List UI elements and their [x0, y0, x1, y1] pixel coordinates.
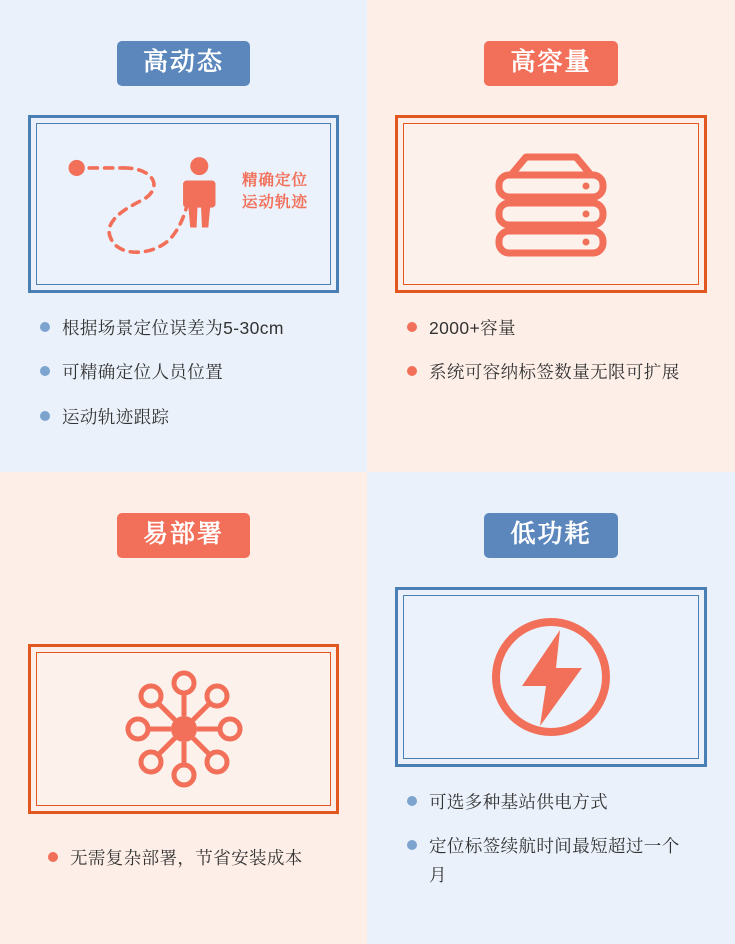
list-item: [40, 358, 337, 386]
illustration-frame-low-power: [395, 587, 707, 767]
list-item: [40, 403, 337, 431]
bullet-text: 系统可容纳标签数量无限可扩展: [429, 362, 680, 383]
title-wrap: [381, 513, 721, 558]
bullet-list-easy-deployment: [48, 844, 337, 888]
bullet-dot-icon: [40, 366, 50, 376]
bullet-list-low-power: [407, 788, 705, 905]
list-item: [48, 844, 337, 872]
bullet-text: 可选多种基站供电方式: [429, 792, 608, 812]
bullet-dot-icon: [407, 366, 417, 376]
list-item: [40, 314, 337, 342]
card-title-low-power: 低功耗: [484, 513, 617, 558]
bullet-text: 无需复杂部署，节省安装成本: [70, 848, 303, 868]
bullet-dot-icon: [40, 411, 50, 421]
feature-card-high-dynamic: [0, 0, 367, 472]
server-stack-icon: [466, 139, 636, 269]
title-wrap: [14, 41, 353, 86]
lightning-bolt-icon: [476, 602, 626, 752]
node-network-icon: [109, 654, 259, 804]
illustration-frame-high-dynamic: [28, 115, 339, 293]
bullet-text: 运动轨迹跟踪: [62, 406, 170, 427]
list-item: [407, 314, 705, 342]
bullet-list-high-capacity: [407, 314, 705, 403]
bullet-list-high-dynamic: [40, 314, 337, 447]
list-item: [407, 832, 705, 889]
annotation-line-1: 精确定位: [241, 172, 308, 189]
card-title-easy-deployment: 易部署: [117, 513, 250, 558]
feature-card-easy-deployment: [0, 472, 367, 944]
bullet-dot-icon: [407, 840, 417, 850]
feature-card-high-capacity: [367, 0, 735, 472]
bullet-dot-icon: [40, 322, 50, 332]
bullet-text: 可精确定位人员位置: [62, 362, 224, 383]
annotation-line-2: 运动轨迹: [241, 194, 308, 211]
bullet-text: 定位标签续航时间最短超过一个月: [429, 836, 680, 885]
card-title-high-capacity: 高容量: [484, 41, 617, 86]
title-wrap: [14, 513, 353, 558]
bullet-dot-icon: [407, 796, 417, 806]
list-item: [407, 788, 705, 816]
motion-trajectory-icon: [37, 124, 330, 284]
bullet-dot-icon: [48, 852, 58, 862]
illustration-frame-high-capacity: [395, 115, 707, 293]
feature-card-low-power: [367, 472, 735, 944]
illustration-frame-easy-deployment: [28, 644, 339, 814]
card-title-high-dynamic: 高动态: [117, 41, 250, 86]
trajectory-annotation: [242, 170, 308, 214]
bullet-dot-icon: [407, 322, 417, 332]
bullet-text: 2000+容量: [429, 318, 516, 338]
bullet-text: 根据场景定位误差为5-30cm: [62, 318, 284, 338]
list-item: [407, 358, 705, 386]
title-wrap: [381, 41, 721, 86]
